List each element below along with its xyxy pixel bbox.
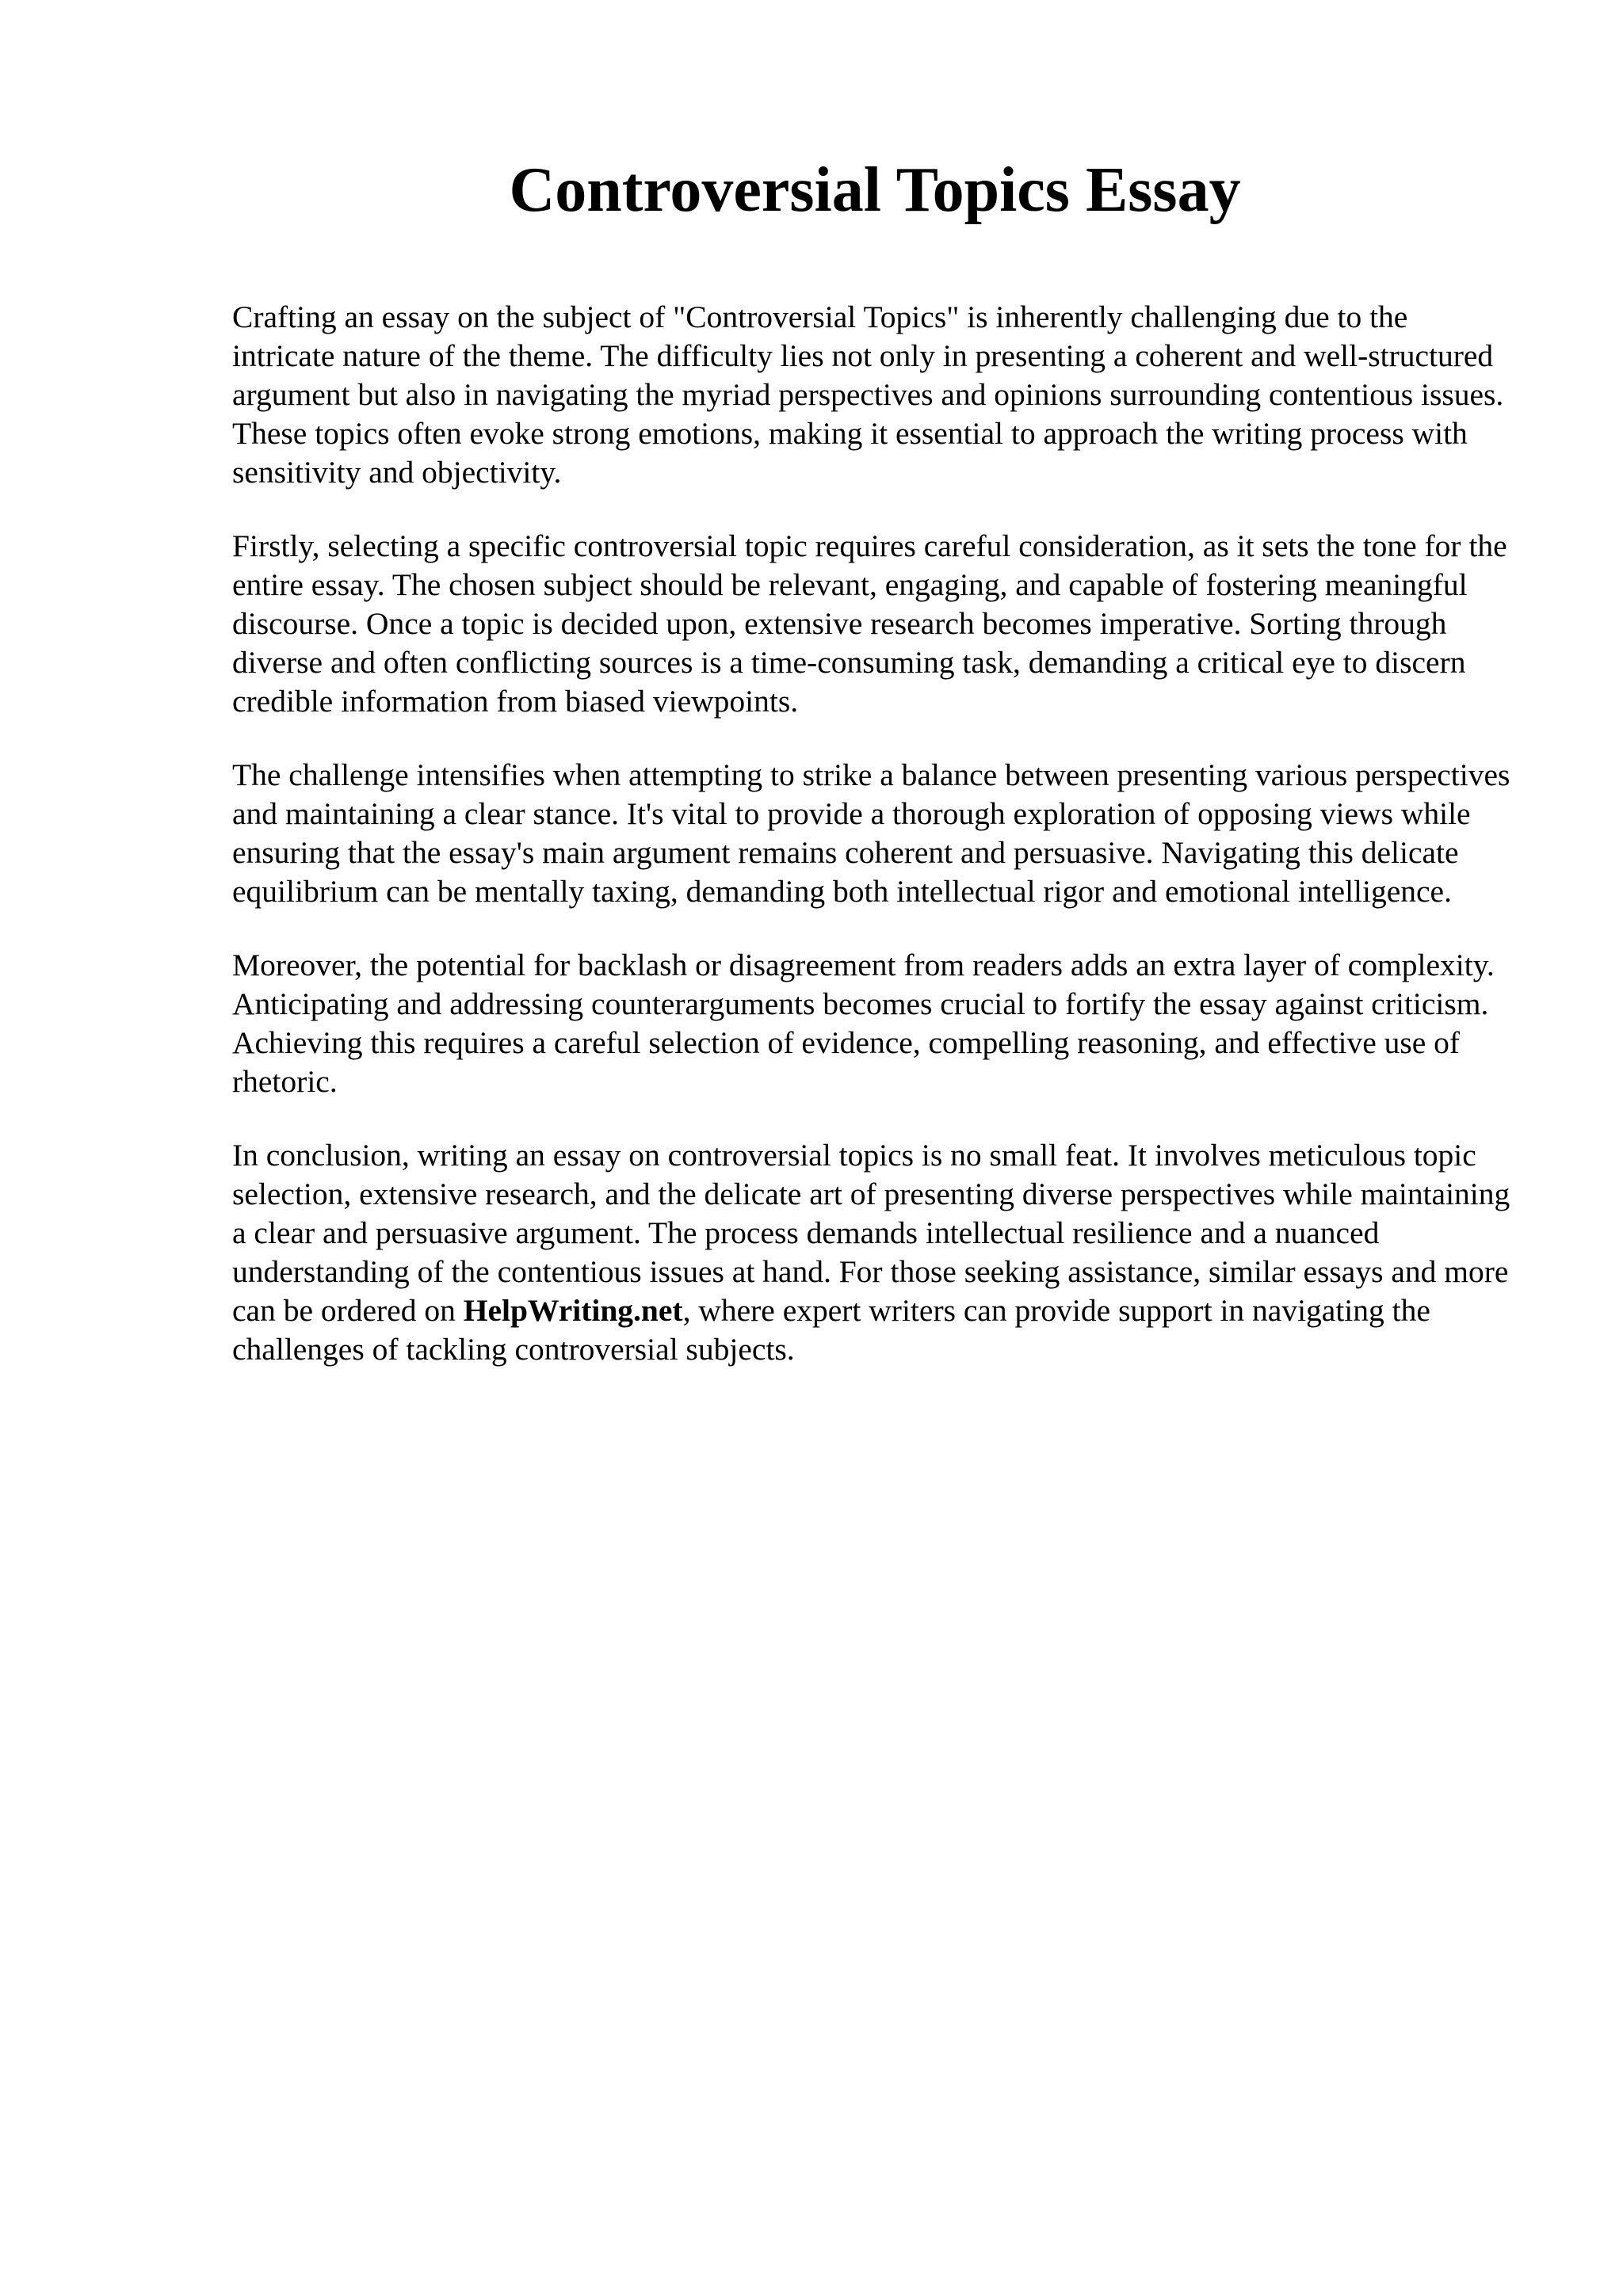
conclusion-text-before-link: In conclusion, writing an essay on controversial topics is no small feat. It involves meticulous topic selection, extensive research, and the delicate art of presenting diverse perspectives while maintaining a clear and persuasive argument. The process demands intellectual resilience and a nuanced understanding of the contentious issues at hand. For those seeking assistance, similar essays and more can be ordered on (232, 1138, 1510, 1328)
paragraph-counterarguments: Moreover, the potential for backlash or disagreement from readers adds an extra layer of complexity. Anticipating and addressing counterarguments becomes crucial to fortify the essay against criticism. Achieving this requires a careful selection of evidence, compelling reasoning, and effective use of rhetoric. (232, 948, 1495, 1099)
helpwriting-link[interactable]: HelpWriting.net (463, 1293, 683, 1328)
paragraph-topic-selection: Firstly, selecting a specific controversial topic requires careful consideration, as it sets the tone for the entire essay. The chosen subject should be relevant, engaging, and capable of fostering meaningful discourse. Once a topic is decided upon, extensive research becomes imperative. Sorting through diverse and often conflicting sources is a time-consuming task, demanding a critical eye to discern credible information from biased viewpoints. (232, 528, 1507, 719)
page-title: Controversial Topics Essay (509, 155, 1241, 225)
paragraph-conclusion (232, 1136, 1516, 1369)
paragraph-intro: Crafting an essay on the subject of "Controversial Topics" is inherently challenging due to the intricate nature of the theme. The difficulty lies not only in presenting a coherent and well-structured argument but also in navigating the myriad perspectives and opinions surrounding contentious issues. These topics often evoke strong emotions, making it essential to approach the writing process with sensitivity and objectivity. (232, 299, 1504, 490)
essay-body (232, 298, 1516, 1404)
paragraph-balance: The challenge intensifies when attempting to strike a balance between presenting various perspectives and maintaining a clear stance. It's vital to provide a thorough exploration of opposing views while ensuring that the essay's main argument remains coherent and persuasive. Navigating this delicate equilibrium can be mentally taxing, demanding both intellectual rigor and emotional intelligence. (232, 757, 1510, 909)
conclusion-text-after-link: , where expert writers can provide support in navigating the challenges of tackling controversial subjects. (232, 1293, 1430, 1367)
